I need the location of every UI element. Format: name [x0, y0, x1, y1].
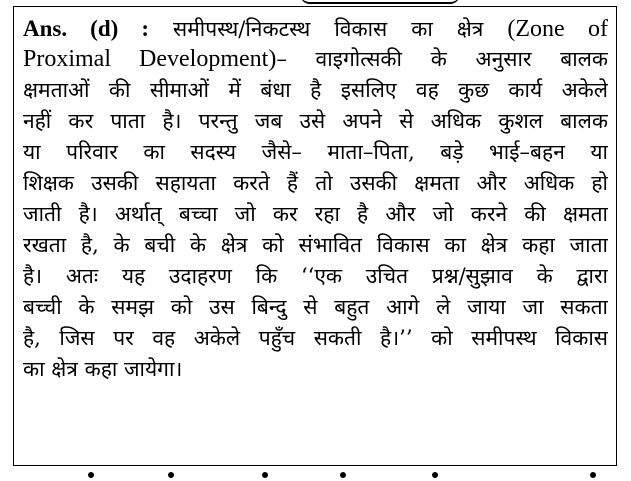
- text-fragment-mark: [340, 472, 346, 478]
- text-fragment-mark: [432, 472, 438, 478]
- answer-line-6: शिक्षक उसकी सहायता करते हैं तो उसकी क्षमता और अधिक हो: [23, 171, 608, 195]
- answer-line-11: है, जिस पर वह अकेले पहुँच सकती है।’’ को समीपस्थ विकास: [23, 326, 608, 350]
- answer-line-2: [23, 44, 608, 75]
- answer-label: Ans. (d) :: [23, 16, 149, 41]
- answer-line-7: जाती है। अर्थात् बच्चा जो कर रहा है और जो करने की क्षमता: [23, 202, 608, 226]
- answer-line-10: बच्ची के समझ को उस बिन्दु से बहुत आगे ले जाया जा सकता: [23, 295, 608, 319]
- answer-line-12: का क्षेत्र कहा जायेगा।: [23, 357, 183, 381]
- answer-line-8: रखता है, के बची के क्षेत्र को संभावित विकास का क्षेत्र कहा जाता: [23, 233, 608, 257]
- text-fragment-mark: [88, 472, 94, 478]
- previous-box-edge: [300, 0, 460, 4]
- text-fragment-mark: [590, 472, 596, 478]
- answer-line-5: या परिवार का सदस्य जैसे– माता–पिता, बड़े भाई–बहन या: [23, 140, 608, 164]
- answer-latin-1: (Zone of: [507, 16, 608, 42]
- answer-line-4: नहीं कर पाता है। परन्तु जब उसे अपने से अधिक कुशल बालक: [23, 109, 608, 133]
- text-fragment-mark: [262, 472, 268, 478]
- answer-text-2: – वाइगोत्सकी के अनुसार बालक: [276, 47, 608, 71]
- next-content-edge: [0, 472, 631, 481]
- answer-latin-2: Proximal Development): [23, 46, 277, 72]
- answer-line-1: [23, 13, 608, 44]
- text-fragment-mark: [168, 472, 174, 478]
- answer-box: [13, 6, 617, 466]
- answer-text-1: समीपस्थ/निकटस्थ विकास का क्षेत्र: [173, 17, 508, 41]
- answer-line-9: है। अतः यह उदाहरण कि ‘‘एक उचित प्रश्न/सुझाव के द्वारा: [23, 264, 608, 288]
- answer-line-3: क्षमताओं की सीमाओं में बंधा है इसलिए वह कुछ कार्य अकेले: [23, 78, 608, 102]
